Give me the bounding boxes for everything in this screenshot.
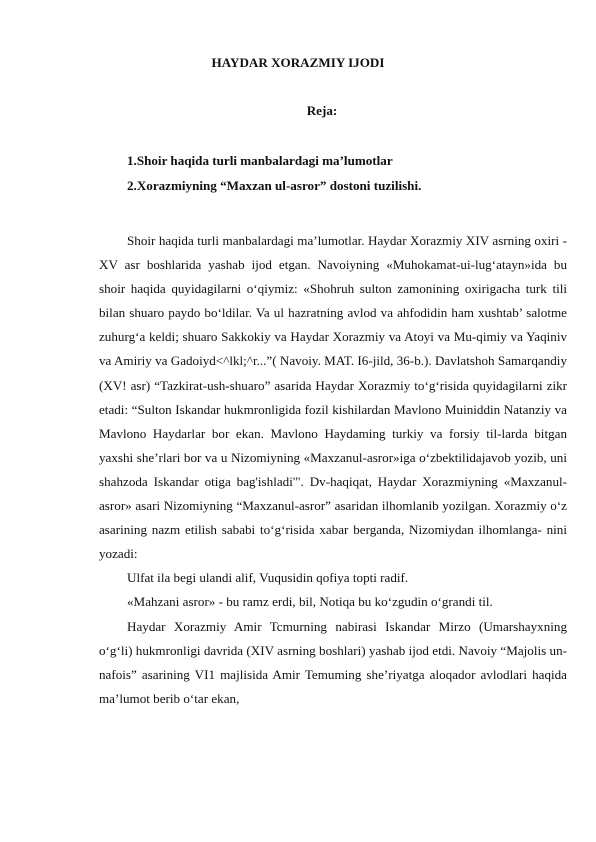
plan-item-2: 2.Xorazmiyning “Maxzan ul-asror” dostoni tuzilishi. bbox=[127, 178, 422, 193]
verse-line-1: Ulfat ila begi ulandi alif, Vuqusidin qofiya topti radif. bbox=[127, 570, 409, 586]
paragraph-closing: Haydar Xorazmiy Amir Tcmurning nabirasi Iskandar Mirzo (Umarshayxning o‘g‘li) hukmronligi davrida (XIV asrning boshlari) yashab ijod etdi. Navoiy “Majolis un-nafois” asarining VI1 majlisida Amir Temuming she’riyatga aloqador avlodlari haqida ma’lumot berib o‘tar ekan, bbox=[99, 618, 567, 706]
verse-line-2: «Mahzani asror» - bu ramz erdi, bil, Notiqa bu ko‘zgudin o‘grandi til. bbox=[127, 594, 493, 610]
plan-heading: Reja: bbox=[306, 103, 338, 118]
plan-item-1: 1.Shoir haqida turli manbalardagi ma’lumotlar bbox=[127, 153, 393, 168]
body-text bbox=[99, 229, 567, 711]
document-title: HAYDAR XORAZMIY IJODI bbox=[211, 55, 385, 70]
paragraph-main: Shoir haqida turli manbalardagi ma’lumotlar. Haydar Xorazmiy XIV asrning oxiri -XV asr boshlarida yashab ijod etgan. Navoiyning «Muhokamat-ui-lug‘atayn»ida bu shoir haqida quyidagilarni o‘qiymiz: «Shohruh sulton zamonining oxirigacha turk tili bilan shuaro paydo bo‘ldilar. Va ul hazratning avlod va ahfodidin ham xushtab’ salotme zuhurg‘a keldi; shuaro Sakkokiy va Haydar Xorazmiy va Atoyi va Mu-qimiy va Yaqiniv va Amiriy va Gadoiyd<^lkl;^r...”( Navoiy. MAT. I6-jild, 36-b.). Davlatshoh Samarqandiy (XV! asr) “Tazkirat-ush-shuaro” asarida Haydar Xorazmiy to‘g‘risida quyidagilarni zikr etadi: “Sulton Iskandar hukmronligida fozil kishilardan Mavlono Muiniddin Natanziy va Mavlono Haydarlar bor ekan. Mavlono Haydaming turkiy va forsiy til-larda bitgan yaxshi she’rlari bor va u Nizomiyning «Maxzanul-asror»iga o‘zbektilidajavob yozib, uni shahzoda Iskandar otiga bag'ishladi'". Dv-haqiqat, Haydar Xorazmiyning «Maxzanul-asror» asari Nizomiyning “Maxzanul-asror” asaridan ilhomlanib yozilgan. Xorazmiy o‘z asarining nazm etilish sababi to‘g‘risida xabar berganda, Nizomiydan ilhomlanga- nini yozadi: bbox=[99, 233, 567, 562]
